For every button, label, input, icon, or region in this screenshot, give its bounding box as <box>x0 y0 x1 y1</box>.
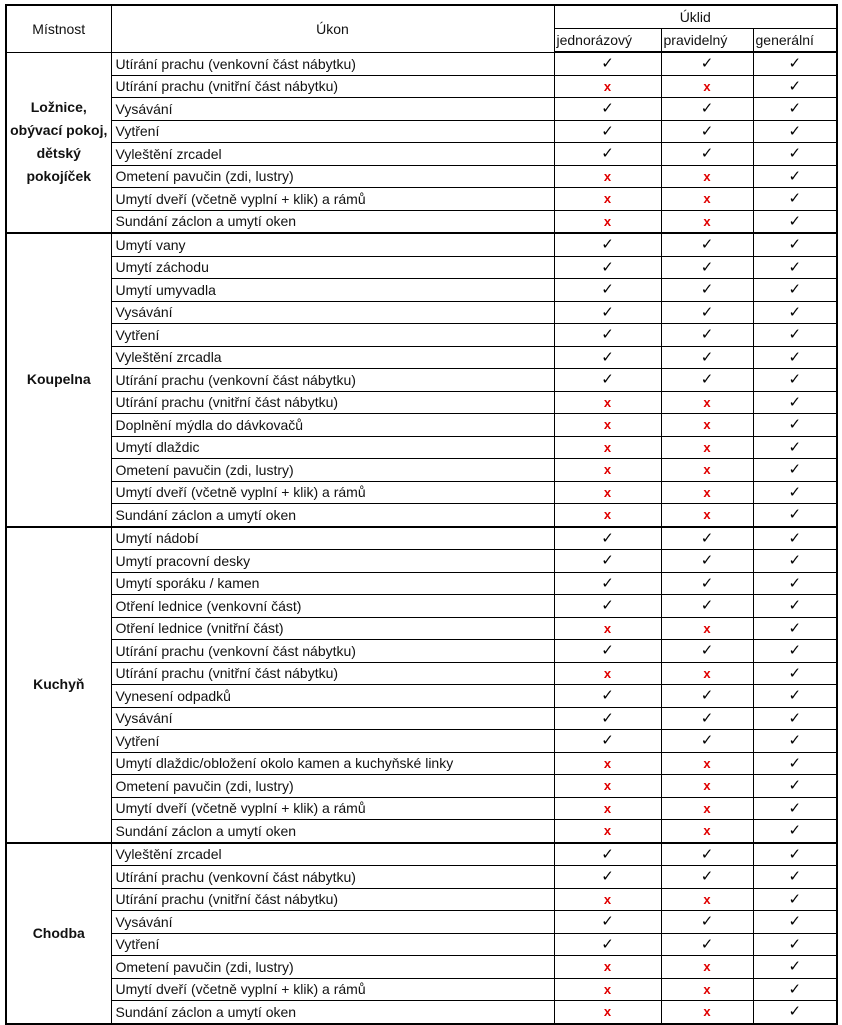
cross-mark-icon: x <box>554 75 661 98</box>
task-cell: Umytí dveří (včetně vyplní + klik) a rámů <box>111 797 554 820</box>
check-mark-icon: ✓ <box>554 279 661 302</box>
cross-mark-icon: x <box>661 188 753 211</box>
task-cell: Umytí dlaždic <box>111 436 554 459</box>
cross-mark-icon: x <box>661 75 753 98</box>
check-mark-icon: ✓ <box>753 978 837 1001</box>
check-mark-icon: ✓ <box>753 685 837 708</box>
check-mark-icon: ✓ <box>661 866 753 889</box>
check-mark-icon: ✓ <box>753 572 837 595</box>
table-row <box>6 820 837 843</box>
check-mark-icon: ✓ <box>661 911 753 934</box>
check-mark-icon: ✓ <box>753 911 837 934</box>
task-cell: Ometení pavučin (zdi, lustry) <box>111 165 554 188</box>
cross-mark-icon: x <box>554 797 661 820</box>
check-mark-icon: ✓ <box>661 685 753 708</box>
task-cell: Umytí dlaždic/obložení okolo kamen a kuchyňské linky <box>111 752 554 775</box>
cross-mark-icon: x <box>554 436 661 459</box>
check-mark-icon: ✓ <box>753 866 837 889</box>
table-row <box>6 52 837 75</box>
check-mark-icon: ✓ <box>661 572 753 595</box>
task-cell: Vytření <box>111 730 554 753</box>
task-cell: Vyleštění zrcadel <box>111 143 554 166</box>
table-row <box>6 572 837 595</box>
cross-mark-icon: x <box>661 956 753 979</box>
task-cell: Ometení pavučin (zdi, lustry) <box>111 459 554 482</box>
check-mark-icon: ✓ <box>554 933 661 956</box>
table-row <box>6 707 837 730</box>
check-mark-icon: ✓ <box>753 165 837 188</box>
check-mark-icon: ✓ <box>753 730 837 753</box>
check-mark-icon: ✓ <box>554 256 661 279</box>
task-cell: Utírání prachu (venkovní část nábytku) <box>111 369 554 392</box>
task-cell: Utírání prachu (venkovní část nábytku) <box>111 52 554 75</box>
check-mark-icon: ✓ <box>753 888 837 911</box>
table-row <box>6 1001 837 1024</box>
cross-mark-icon: x <box>554 978 661 1001</box>
check-mark-icon: ✓ <box>661 346 753 369</box>
check-mark-icon: ✓ <box>554 572 661 595</box>
check-mark-icon: ✓ <box>753 120 837 143</box>
table-row <box>6 797 837 820</box>
cross-mark-icon: x <box>661 504 753 527</box>
table-row <box>6 391 837 414</box>
check-mark-icon: ✓ <box>753 797 837 820</box>
check-mark-icon: ✓ <box>753 504 837 527</box>
table-row <box>6 188 837 211</box>
check-mark-icon: ✓ <box>554 640 661 663</box>
check-mark-icon: ✓ <box>661 843 753 866</box>
task-cell: Umytí umyvadla <box>111 279 554 302</box>
check-mark-icon: ✓ <box>554 730 661 753</box>
task-cell: Vysávání <box>111 911 554 934</box>
table-row <box>6 459 837 482</box>
check-mark-icon: ✓ <box>554 911 661 934</box>
table-row <box>6 933 837 956</box>
table-row <box>6 752 837 775</box>
task-cell: Vyleštění zrcadla <box>111 346 554 369</box>
task-cell: Umytí dveří (včetně vyplní + klik) a rámů <box>111 188 554 211</box>
cross-mark-icon: x <box>554 617 661 640</box>
check-mark-icon: ✓ <box>753 52 837 75</box>
check-mark-icon: ✓ <box>554 707 661 730</box>
cross-mark-icon: x <box>554 752 661 775</box>
check-mark-icon: ✓ <box>753 527 837 550</box>
table-row <box>6 504 837 527</box>
check-mark-icon: ✓ <box>554 233 661 256</box>
task-cell: Sundání záclon a umytí oken <box>111 1001 554 1024</box>
check-mark-icon: ✓ <box>554 527 661 550</box>
task-cell: Vysávání <box>111 301 554 324</box>
header-cleaning: Úklid <box>554 5 837 29</box>
cross-mark-icon: x <box>661 617 753 640</box>
check-mark-icon: ✓ <box>753 98 837 121</box>
cross-mark-icon: x <box>554 888 661 911</box>
check-mark-icon: ✓ <box>661 595 753 618</box>
check-mark-icon: ✓ <box>753 956 837 979</box>
check-mark-icon: ✓ <box>753 233 837 256</box>
table-row <box>6 888 837 911</box>
table-row <box>6 866 837 889</box>
task-cell: Sundání záclon a umytí oken <box>111 210 554 233</box>
check-mark-icon: ✓ <box>753 707 837 730</box>
table-row <box>6 617 837 640</box>
table-row <box>6 730 837 753</box>
table-row <box>6 256 837 279</box>
table-row <box>6 324 837 347</box>
check-mark-icon: ✓ <box>554 52 661 75</box>
check-mark-icon: ✓ <box>753 1001 837 1024</box>
task-cell: Utírání prachu (vnitřní část nábytku) <box>111 888 554 911</box>
cross-mark-icon: x <box>554 391 661 414</box>
check-mark-icon: ✓ <box>554 595 661 618</box>
cross-mark-icon: x <box>554 820 661 843</box>
cross-mark-icon: x <box>661 820 753 843</box>
task-cell: Umytí vany <box>111 233 554 256</box>
table-row <box>6 436 837 459</box>
cross-mark-icon: x <box>661 436 753 459</box>
check-mark-icon: ✓ <box>753 640 837 663</box>
check-mark-icon: ✓ <box>753 256 837 279</box>
task-cell: Sundání záclon a umytí oken <box>111 504 554 527</box>
task-cell: Umytí sporáku / kamen <box>111 572 554 595</box>
header-type-regular: pravidelný <box>661 29 753 53</box>
cross-mark-icon: x <box>554 481 661 504</box>
task-cell: Umytí dveří (včetně vyplní + klik) a rámů <box>111 978 554 1001</box>
check-mark-icon: ✓ <box>753 369 837 392</box>
room-name-cell: Koupelna <box>6 233 111 527</box>
check-mark-icon: ✓ <box>753 210 837 233</box>
header-type-general: generální <box>753 29 837 53</box>
check-mark-icon: ✓ <box>753 391 837 414</box>
check-mark-icon: ✓ <box>554 98 661 121</box>
check-mark-icon: ✓ <box>554 866 661 889</box>
table-row <box>6 527 837 550</box>
check-mark-icon: ✓ <box>661 550 753 573</box>
check-mark-icon: ✓ <box>554 369 661 392</box>
task-cell: Vytření <box>111 324 554 347</box>
check-mark-icon: ✓ <box>753 143 837 166</box>
check-mark-icon: ✓ <box>554 324 661 347</box>
task-cell: Vysávání <box>111 98 554 121</box>
check-mark-icon: ✓ <box>554 843 661 866</box>
cross-mark-icon: x <box>661 797 753 820</box>
cross-mark-icon: x <box>554 165 661 188</box>
check-mark-icon: ✓ <box>661 120 753 143</box>
task-cell: Ometení pavučin (zdi, lustry) <box>111 956 554 979</box>
cross-mark-icon: x <box>554 1001 661 1024</box>
task-cell: Utírání prachu (venkovní část nábytku) <box>111 640 554 663</box>
table-row <box>6 301 837 324</box>
check-mark-icon: ✓ <box>661 527 753 550</box>
check-mark-icon: ✓ <box>554 301 661 324</box>
table-row <box>6 481 837 504</box>
task-cell: Vytření <box>111 933 554 956</box>
table-row <box>6 414 837 437</box>
check-mark-icon: ✓ <box>753 933 837 956</box>
cross-mark-icon: x <box>661 662 753 685</box>
task-cell: Vytření <box>111 120 554 143</box>
table-row <box>6 210 837 233</box>
check-mark-icon: ✓ <box>554 120 661 143</box>
task-cell: Utírání prachu (vnitřní část nábytku) <box>111 662 554 685</box>
check-mark-icon: ✓ <box>753 617 837 640</box>
cross-mark-icon: x <box>661 210 753 233</box>
cross-mark-icon: x <box>554 188 661 211</box>
task-cell: Ometení pavučin (zdi, lustry) <box>111 775 554 798</box>
table-row <box>6 98 837 121</box>
task-cell: Umytí záchodu <box>111 256 554 279</box>
cross-mark-icon: x <box>661 481 753 504</box>
header-task: Úkon <box>111 5 554 52</box>
task-cell: Umytí dveří (včetně vyplní + klik) a rámů <box>111 481 554 504</box>
task-cell: Sundání záclon a umytí oken <box>111 820 554 843</box>
check-mark-icon: ✓ <box>753 843 837 866</box>
task-cell: Utírání prachu (venkovní část nábytku) <box>111 866 554 889</box>
table-row <box>6 640 837 663</box>
task-cell: Vyleštění zrcadel <box>111 843 554 866</box>
check-mark-icon: ✓ <box>661 143 753 166</box>
table-row <box>6 233 837 256</box>
check-mark-icon: ✓ <box>661 301 753 324</box>
cross-mark-icon: x <box>554 956 661 979</box>
check-mark-icon: ✓ <box>661 324 753 347</box>
room-name-cell: Kuchyň <box>6 527 111 843</box>
check-mark-icon: ✓ <box>661 256 753 279</box>
check-mark-icon: ✓ <box>753 75 837 98</box>
table-row <box>6 685 837 708</box>
check-mark-icon: ✓ <box>753 414 837 437</box>
cross-mark-icon: x <box>554 504 661 527</box>
table-row <box>6 143 837 166</box>
check-mark-icon: ✓ <box>753 775 837 798</box>
cross-mark-icon: x <box>554 210 661 233</box>
check-mark-icon: ✓ <box>753 279 837 302</box>
check-mark-icon: ✓ <box>753 459 837 482</box>
check-mark-icon: ✓ <box>661 52 753 75</box>
check-mark-icon: ✓ <box>753 820 837 843</box>
table-row <box>6 279 837 302</box>
table-body <box>6 52 837 1024</box>
task-cell: Otření lednice (venkovní část) <box>111 595 554 618</box>
check-mark-icon: ✓ <box>753 324 837 347</box>
check-mark-icon: ✓ <box>661 730 753 753</box>
table-row <box>6 956 837 979</box>
cross-mark-icon: x <box>661 1001 753 1024</box>
check-mark-icon: ✓ <box>753 481 837 504</box>
check-mark-icon: ✓ <box>661 98 753 121</box>
check-mark-icon: ✓ <box>661 369 753 392</box>
cross-mark-icon: x <box>661 752 753 775</box>
table-row <box>6 165 837 188</box>
cross-mark-icon: x <box>661 391 753 414</box>
check-mark-icon: ✓ <box>661 707 753 730</box>
check-mark-icon: ✓ <box>554 550 661 573</box>
table-row <box>6 775 837 798</box>
task-cell: Vysávání <box>111 707 554 730</box>
table-row <box>6 120 837 143</box>
check-mark-icon: ✓ <box>753 752 837 775</box>
task-cell: Umytí nádobí <box>111 527 554 550</box>
cross-mark-icon: x <box>661 459 753 482</box>
table-row <box>6 595 837 618</box>
task-cell: Umytí pracovní desky <box>111 550 554 573</box>
table-row <box>6 75 837 98</box>
cross-mark-icon: x <box>661 775 753 798</box>
cross-mark-icon: x <box>661 165 753 188</box>
table-row <box>6 843 837 866</box>
task-cell: Doplnění mýdla do dávkovačů <box>111 414 554 437</box>
cross-mark-icon: x <box>554 775 661 798</box>
check-mark-icon: ✓ <box>753 436 837 459</box>
check-mark-icon: ✓ <box>554 346 661 369</box>
check-mark-icon: ✓ <box>661 933 753 956</box>
cross-mark-icon: x <box>661 978 753 1001</box>
check-mark-icon: ✓ <box>661 233 753 256</box>
cleaning-table-sheet <box>5 4 838 1025</box>
check-mark-icon: ✓ <box>661 640 753 663</box>
task-cell: Otření lednice (vnitřní část) <box>111 617 554 640</box>
check-mark-icon: ✓ <box>753 188 837 211</box>
check-mark-icon: ✓ <box>753 301 837 324</box>
table-row <box>6 550 837 573</box>
cross-mark-icon: x <box>661 414 753 437</box>
check-mark-icon: ✓ <box>753 595 837 618</box>
cross-mark-icon: x <box>554 662 661 685</box>
task-cell: Utírání prachu (vnitřní část nábytku) <box>111 391 554 414</box>
table-row <box>6 911 837 934</box>
table-row <box>6 369 837 392</box>
cross-mark-icon: x <box>554 414 661 437</box>
table-row <box>6 662 837 685</box>
header-type-one-time: jednorázový <box>554 29 661 53</box>
check-mark-icon: ✓ <box>753 662 837 685</box>
check-mark-icon: ✓ <box>753 346 837 369</box>
room-name-cell: Ložnice, obývací pokoj, dětský pokojíček <box>6 52 111 233</box>
cleaning-table <box>5 4 838 1025</box>
check-mark-icon: ✓ <box>661 279 753 302</box>
check-mark-icon: ✓ <box>753 550 837 573</box>
check-mark-icon: ✓ <box>554 143 661 166</box>
task-cell: Utírání prachu (vnitřní část nábytku) <box>111 75 554 98</box>
table-row <box>6 978 837 1001</box>
cross-mark-icon: x <box>661 888 753 911</box>
cross-mark-icon: x <box>554 459 661 482</box>
task-cell: Vynesení odpadků <box>111 685 554 708</box>
header-room: Místnost <box>6 5 111 52</box>
table-row <box>6 346 837 369</box>
check-mark-icon: ✓ <box>554 685 661 708</box>
room-name-cell: Chodba <box>6 843 111 1024</box>
